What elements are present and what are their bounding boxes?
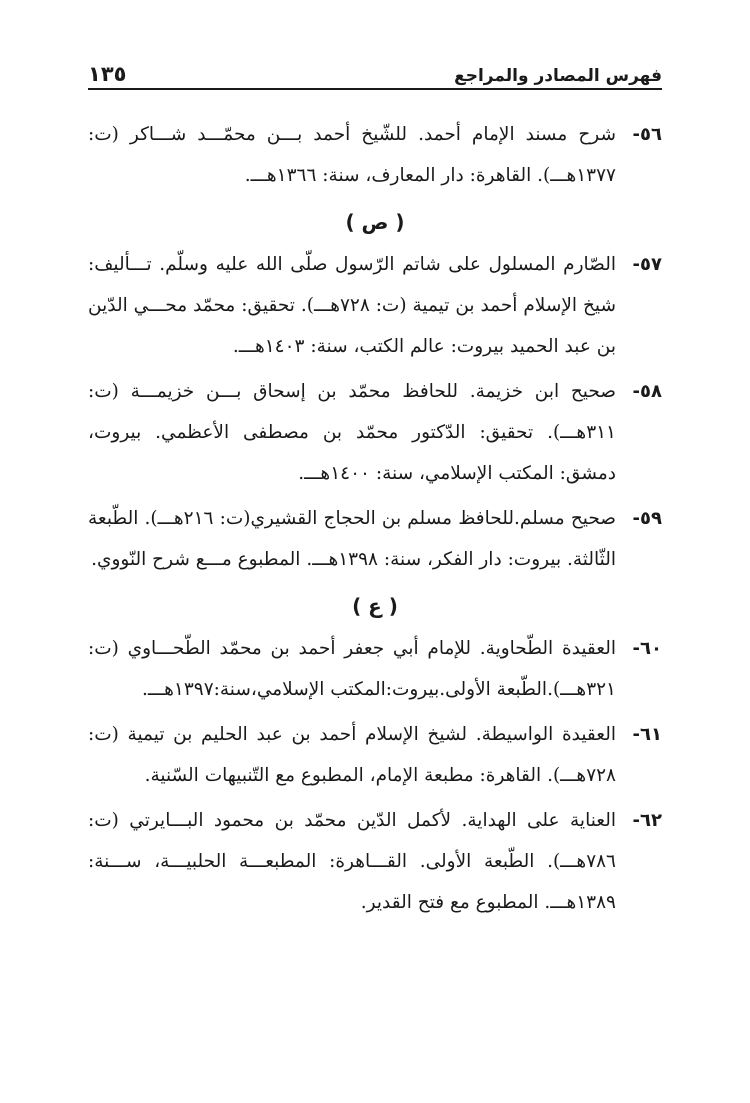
entry-number: ٥٩- (632, 508, 662, 529)
entry-text: العقيدة الواسيطة. لشيخ الإسلام أحمد بن عبد الحليم بن تيمية (ت: ٧٢٨هـــ). القاهرة: مطبعة الإمام، المطبوع مع التّنبيهات السّنية. (88, 724, 616, 786)
reference-entry (88, 371, 662, 494)
reference-entry (88, 114, 662, 196)
entry-text: العناية على الهداية. لأكمل الدّين محمّد بن محمود البـــايرتي (ت: ٧٨٦هـــ). الطّبعة الأولى. القـــاهرة: المطبعـــة الحلبيـــة، ســـنة: ١٣٨٩هـــ. المطبوع مع فتح القدير. (88, 810, 616, 913)
entry-text: العقيدة الطّحاوية. للإمام أبي جعفر أحمد بن محمّد الطّحـــاوي (ت: ٣٢١هـــ).الطّبعة الأولى.بيروت:المكتب الإسلامي،سنة:١٣٩٧هـــ. (88, 638, 616, 700)
section-heading-ain: ( ع ) (352, 594, 398, 618)
reference-entry (88, 714, 662, 796)
reference-entry (88, 800, 662, 923)
page-number: ١٣٥ (88, 62, 127, 86)
reference-entry (88, 244, 662, 367)
reference-entry (88, 498, 662, 580)
entry-number: ٦٠- (632, 638, 662, 659)
entry-text: صحيح مسلم.للحافظ مسلم بن الحجاج القشيري(ت: ٢١٦هـــ). الطّبعة الثّالثة. بيروت: دار الفكر، سنة: ١٣٩٨هـــ. المطبوع مـــع شرح النّووي. (88, 508, 617, 570)
entry-number: ٥٨- (632, 381, 662, 402)
entry-text: شرح مسند الإمام أحمد. للشّيخ أحمد بـــن محمّـــد شـــاكر (ت: ١٣٧٧هـــ). القاهرة: دار المعارف، سنة: ١٣٦٦هـــ. (88, 124, 616, 186)
entry-text: الصّارم المسلول على شاتم الرّسول صلّى الله عليه وسلّم. تـــأليف: شيخ الإسلام أحمد بن تيمية (ت: ٧٢٨هـــ). تحقيق: محمّد محـــي الدّين بن عبد الحميد بيروت: عالم الكتب، سنة: ١٤٠٣هـــ. (88, 254, 616, 357)
document-page (88, 56, 662, 923)
section-heading-sad: ( ص ) (345, 210, 405, 234)
page-header (88, 56, 662, 90)
entry-number: ٥٦- (632, 124, 662, 145)
entry-number: ٦٢- (632, 810, 662, 831)
entry-text: صحيح ابن خزيمة. للحافظ محمّد بن إسحاق بـــن خزيمـــة (ت: ٣١١هـــ). تحقيق: الدّكتور محمّد بن مصطفى الأعظمي. بيروت، دمشق: المكتب الإسلامي، سنة: ١٤٠٠هـــ. (88, 381, 616, 484)
entry-number: ٦١- (632, 724, 662, 745)
page-title: فهرس المصادر والمراجع (454, 66, 662, 86)
entry-number: ٥٧- (632, 254, 662, 275)
reference-entry (88, 628, 662, 710)
